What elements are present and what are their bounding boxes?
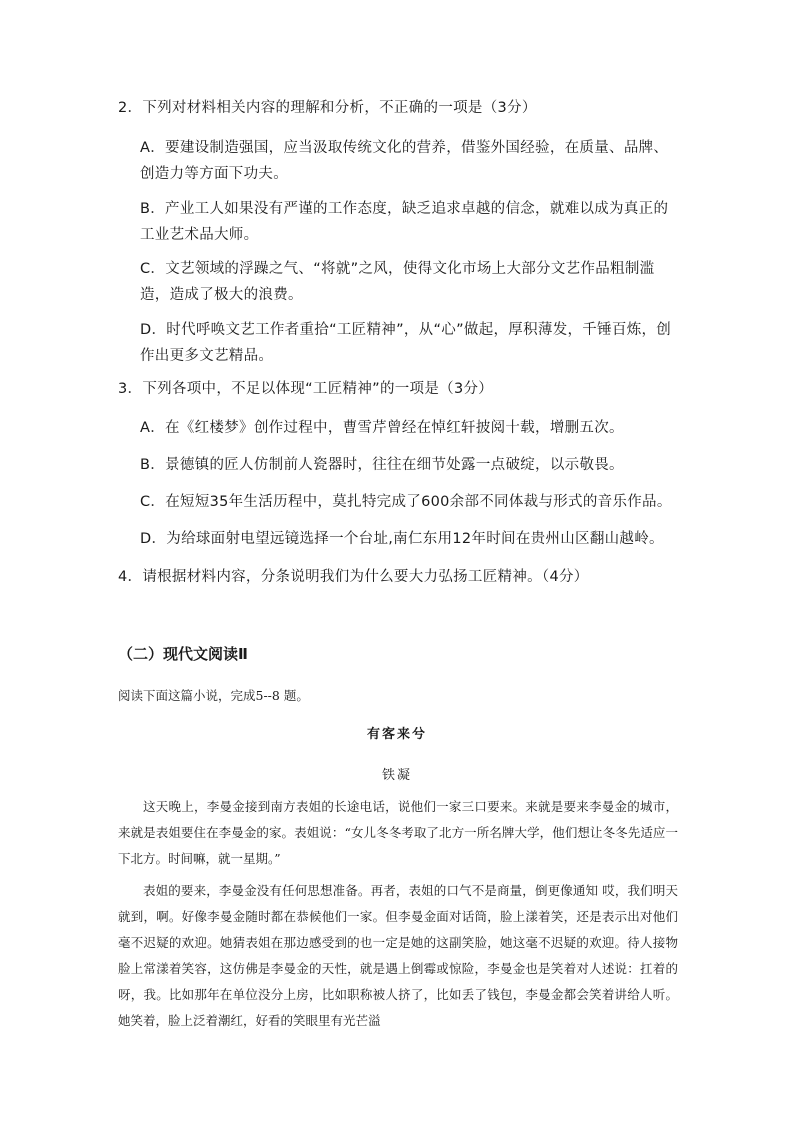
reading-instruction: 阅读下面这篇小说，完成5--8 题。 — [118, 688, 309, 703]
question-2-option-a: A．要建设制造强国，应当汲取传统文化的营养，借鉴外国经验，在质量、品牌、创造力等方面下功夫。 — [140, 140, 669, 182]
story-paragraph-1: 这天晚上，李曼金接到南方表姐的长途电话，说他们一家三口要来。来就是要来李曼金的城市，来就是表姐要住在李曼金的家。表姐说：“女儿冬冬考取了北方一所名牌大学，他们想让冬冬先适应一下北方。时间嘛，就一星期。” — [118, 799, 678, 866]
question-3-option-b: B．景德镇的匠人仿制前人瓷器时，往往在细节处露一点破绽，以示敬畏。 — [140, 457, 624, 473]
question-4-stem: 4．请根据材料内容，分条说明我们为什么要大力弘扬工匠精神。（4分） — [118, 569, 589, 585]
question-3-option-a: A．在《红楼梦》创作过程中，曹雪芹曾经在悼红轩披阅十载，增删五次。 — [140, 420, 624, 436]
question-2-option-c: C．文艺领域的浮躁之气、“将就”之风，使得文化市场上大部分文艺作品粗制滥造，造成了极大的浪费。 — [140, 261, 655, 303]
question-2-option-b: B．产业工人如果没有严谨的工作态度，缺乏追求卓越的信念，就难以成为真正的工业艺术品大师。 — [140, 201, 669, 243]
question-3-option-d: D．为给球面射电望远镜选择一个台址,南仁东用12年时间在贵州山区翻山越岭。 — [140, 531, 664, 547]
section-title: （二）现代文阅读Ⅱ — [118, 645, 248, 663]
story-paragraph-2: 表姐的要来，李曼金没有任何思想准备。再者，表姐的口气不是商量，倒更像通知 哎，我们明天就到，啊。好像李曼金随时都在恭候他们一家。但李曼金面对话筒，脸上漾着笑，还是表示出对他们毫不迟疑的欢迎。她猜表姐在那边感受到的也一定是她的这副笑脸，她这毫不迟疑的欢迎。待人接物脸上常漾着笑容，这仿佛是李曼金的天性，就是遇上倒霉或惊险，李曼金也是笑着对人述说：扛着的呀，我。比如那年在单位没分上房，比如职称被人挤了，比如丢了钱包，李曼金都会笑着讲给人听。她笑着，脸上泛着潮红，好看的笑眼里有光芒溢 — [118, 883, 678, 1028]
question-3-stem: 3．下列各项中，不足以体现“工匠精神”的一项是（3分） — [118, 381, 494, 397]
question-2-option-d: D．时代呼唤文艺工作者重拾“工匠精神”，从“心”做起，厚积薄发，千锤百炼，创作出更多文艺精品。 — [140, 322, 672, 364]
story-author: 铁凝 — [381, 768, 412, 783]
question-2-stem: 2．下列对材料相关内容的理解和分析，不正确的一项是（3分） — [118, 100, 537, 116]
story-title: 有客来兮 — [366, 727, 427, 742]
question-3-option-c: C．在短短35年生活历程中，莫扎特完成了600余部不同体裁与形式的音乐作品。 — [140, 494, 672, 510]
